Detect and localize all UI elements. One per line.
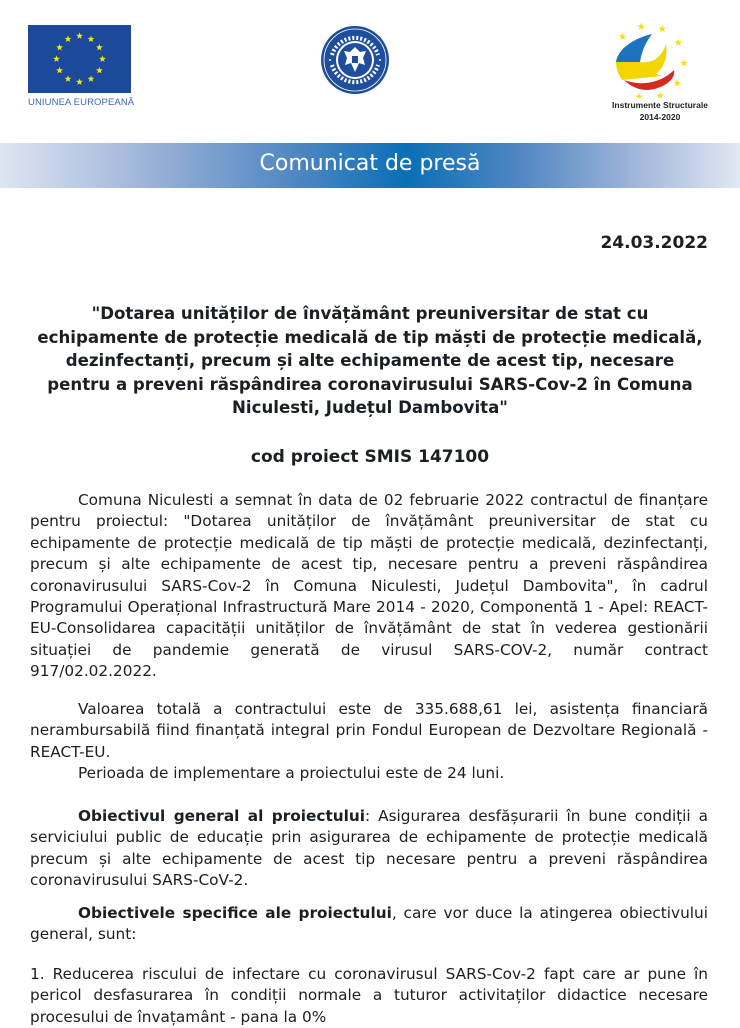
banner-title: Comunicat de presă [259, 151, 481, 176]
logo-strip [0, 0, 740, 135]
star-icon [96, 67, 103, 74]
release-date: 24.03.2022 [600, 233, 708, 253]
paragraph-contract: Comuna Niculesti a semnat în data de 02 februarie 2022 contractul de finanțare pentru proiectul: "Dotarea unităților de învățământ preuniversitar de stat cu echipamente de protecție medicală de tip măști de protecție medicală, dezinfectanți, precum și alte echipamente de acest tip, necesare pentru a preveni răspândirea coronavirusului SARS-Cov-2 în Comuna Niculesti, Județul Dambovita", în cadrul Programului Operațional Infrastructură Mare 2014 - 2020, Componentă 1 - Apel: REACT-EU-Consolidarea capacității unităților de învățământ de stat în vederea gestionării situației de pandemie generată de virusul SARS-COV-2, număr contract 917/02.02.2022. [30, 491, 708, 681]
star-icon [76, 78, 83, 85]
star-icon [88, 75, 95, 82]
general-objective-heading: Obiectivul general al proiectului [78, 807, 366, 825]
headline-line: Niculesti, Județul Dambovita" [232, 398, 508, 417]
headline [30, 302, 710, 420]
structural-instruments-label: Instrumente Structurale [612, 100, 708, 110]
star-icon [96, 44, 103, 51]
star-icon [637, 23, 645, 30]
paragraph-value: Valoarea totală a contractului este de 335.688,61 lei, asistența financiară nerambursabilă fiind finanțată integral prin Fondul European de Dezvoltare Regională - REACT-EU. [30, 700, 708, 761]
press-release-banner [0, 143, 740, 188]
star-icon [76, 32, 83, 39]
star-icon [658, 25, 666, 32]
star-icon [65, 75, 72, 82]
structural-instruments-emblem-icon [600, 18, 720, 98]
eu-label: UNIUNEA EUROPEANĂ [28, 97, 135, 108]
structural-instruments-years: 2014-2020 [639, 112, 681, 122]
headline-line: pentru a preveni răspândirea coronavirusului SARS-Cov-2 în Comuna [47, 374, 693, 394]
eu-stars-icon [28, 25, 131, 93]
star-icon [56, 44, 63, 51]
paragraph-specific-objectives [30, 903, 708, 946]
project-code: cod proiect SMIS 147100 [250, 447, 490, 467]
star-icon [656, 92, 664, 98]
structural-instruments-logo [600, 18, 720, 128]
government-seal-logo [320, 25, 390, 95]
romanian-government-seal-icon [320, 25, 390, 95]
headline-line: "Dotarea unităților de învățământ preuniversitar de stat cu [91, 304, 649, 323]
star-icon [675, 39, 683, 46]
star-icon [619, 33, 627, 40]
paragraph-period: Perioada de implementare a proiectului este de 24 luni. [78, 764, 505, 782]
paragraph-general-objective [30, 806, 708, 892]
eu-logo [28, 25, 135, 108]
headline-line: dezinfectanți, precum și alte echipamente de acest tip, necesare [65, 351, 675, 370]
star-icon [680, 59, 688, 66]
general-objective-text: : Asigurarea desfășurarii în bune condiții a serviciului public de educație prin asigurarea de echipamente de protecție medicală precum și alte echipamente de acest tip necesare pentru a preveni răspândirea coronavirusului SARS-CoV-2. [30, 807, 708, 890]
star-icon [673, 79, 681, 86]
eu-flag [28, 25, 131, 93]
star-icon [88, 35, 95, 42]
headline-line: echipamente de protecție medicală de tip măști de protecție medicală, [37, 327, 703, 347]
star-icon [65, 35, 72, 42]
star-icon [635, 93, 643, 98]
specific-objective-item-1: 1. Reducerea riscului de infectare cu coronavirusul SARS-Cov-2 fapt care ar pune în pericol desfasurarea în condiții normale a tuturor activitaților didactice necesare procesului de învațamânt - pana la 0% [30, 965, 708, 1026]
specific-objectives-text: , care vor duce la atingerea obiectivului general, sunt: [30, 904, 708, 944]
star-icon [99, 55, 106, 62]
star-icon [53, 55, 60, 62]
specific-objectives-heading: Obiectivele specifice ale proiectului [78, 904, 392, 922]
star-icon [56, 67, 63, 74]
